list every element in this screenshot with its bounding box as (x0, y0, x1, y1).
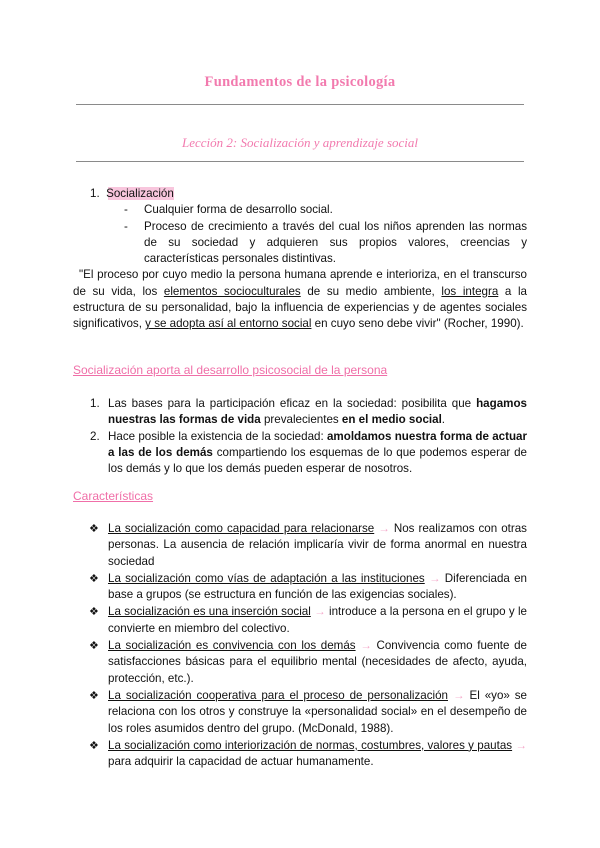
section3-heading: Características (73, 489, 154, 503)
document-title: Fundamentos de la psicología (204, 74, 396, 90)
list-item: ❖ La socialización como vías de adaptación a las instituciones → Diferenciada en base a grupos (se estructura en función de las exigencias sociales). (89, 571, 527, 602)
list-item: ❖ La socialización es una inserción social → introduce a la persona en el grupo y le convierte en miembro del colectivo. (89, 605, 527, 635)
diamond-bullet-icon: ❖ (89, 640, 99, 653)
arrow-icon: → (360, 639, 372, 653)
diamond-bullet-icon: ❖ (89, 572, 99, 585)
list-item: 2. Hace posible la existencia de la sociedad: amoldamos nuestra forma de actuar a las de los demás compartiendo los esquemas de lo que podemos esperar de los demás y lo que los demás pueden esperar de nosotros. (90, 429, 528, 476)
list-item: - Cualquier forma de desarrollo social. (124, 203, 333, 217)
arrow-icon: → (428, 571, 441, 585)
arrow-icon: → (314, 605, 326, 619)
list-item: 1. Las bases para la participación eficaz en la sociedad: posibilita que hagamos nuestras las formas de vida prevalecientes en el medio social. (90, 397, 527, 427)
section-desarrollo (73, 362, 527, 378)
arrow-icon: → (378, 522, 390, 535)
section2-heading: Socialización aporta al desarrollo psicosocial de la persona (73, 363, 388, 377)
list-item: ❖ La socialización como capacidad para relacionarse → Nos realizamos con otras personas. La ausencia de relación implicaría vivir de forma anormal en nuestra sociedad (89, 522, 527, 568)
lesson-subtitle: Lección 2: Socialización y aprendizaje social (182, 135, 418, 150)
subtitle-divider (76, 161, 524, 162)
diamond-bullet-icon: ❖ (89, 739, 99, 752)
section1-heading: 1. Socialización (90, 187, 174, 200)
characteristics-list (73, 521, 527, 770)
diamond-bullet-icon: ❖ (89, 523, 99, 535)
section1-title: Socialización (106, 187, 174, 200)
list-item: ❖ La socialización como interiorización de normas, costumbres, valores y pautas → para adquirir la capacidad de actuar humanamente. (89, 738, 527, 769)
title-divider (76, 104, 524, 105)
rocher-quote: "El proceso por cuyo medio la persona humana aprende e interioriza, en el transcurso de su vida, los elementos socioculturales de su medio ambiente, los integra a la estructura de su personalidad, bajo la influencia de experiencias y de agentes sociales significativos, y se adopta así al entorno social en cuyo seno debe vivir" (Rocher, 1990). (73, 268, 527, 331)
section2-list (73, 396, 527, 477)
diamond-bullet-icon: ❖ (89, 689, 99, 702)
list-item: ❖ La socialización es convivencia con los demás → Convivencia como fuente de satisfacciones básicas para el equilibrio mental (necesidades de afecto, ayuda, protección, etc.). (89, 639, 527, 685)
list-item: ❖ La socialización cooperativa para el proceso de personalización → El «yo» se relaciona con los otros y construye la «personalidad social» en el desempeño de los roles asumidos dentro del grupo. (McDonald, 1988). (89, 688, 528, 735)
arrow-icon: → (452, 688, 465, 702)
section-socializacion (73, 186, 527, 333)
diamond-bullet-icon: ❖ (89, 606, 99, 619)
arrow-icon: → (515, 738, 527, 752)
section-caracteristicas (73, 488, 527, 504)
list-item: - Proceso de crecimiento a través del cual los niños aprenden las normas de su sociedad y adquieren sus propios valores, creencias y características personales distintivas. (124, 219, 527, 266)
